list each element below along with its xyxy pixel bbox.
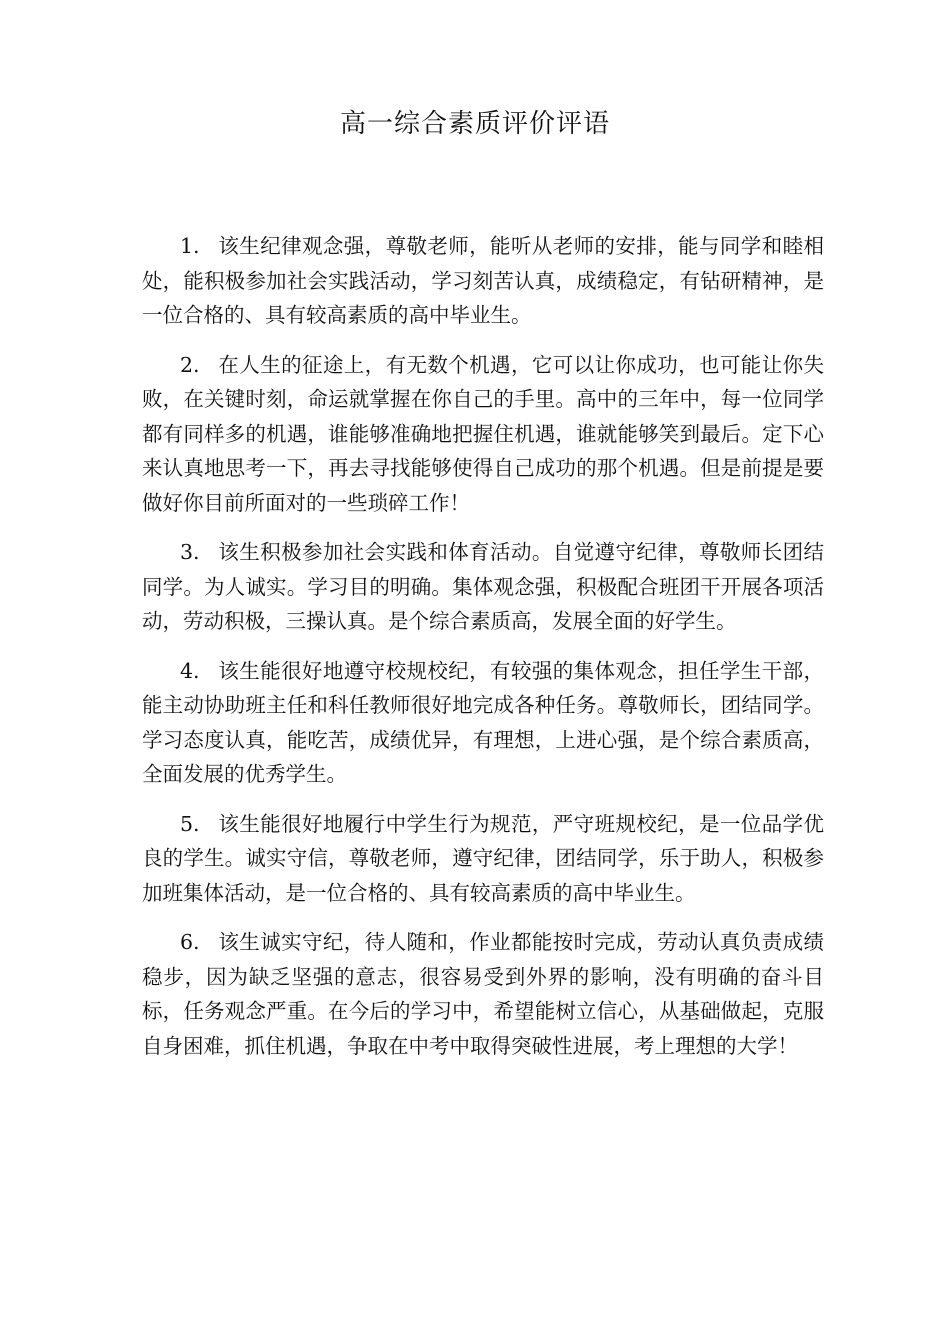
paragraph-number: 6. <box>180 930 200 954</box>
paragraph-5 <box>142 807 824 911</box>
paragraph-number: 3. <box>180 540 200 564</box>
paragraph-text: 在人生的征途上，有无数个机遇，它可以让你成功，也可能让你失败，在关键时刻，命运就掌握在你自己的手里。高中的三年中，每一位同学都有同样多的机遇，谁能够准确地把握住机遇，谁就能够笑到最后。定下心来认真地思考一下，再去寻找能够使得自己成功的那个机遇。但是前提是要做好你目前所面对的一些琐碎工作！ <box>142 352 824 515</box>
paragraph-text: 该生纪律观念强，尊敬老师，能听从老师的安排，能与同学和睦相处，能积极参加社会实践活动，学习刻苦认真，成绩稳定，有钻研精神，是一位合格的、具有较高素质的高中毕业生。 <box>142 234 824 327</box>
paragraph-text: 该生诚实守纪，待人随和，作业都能按时完成，劳动认真负责成绩稳步，因为缺乏坚强的意志，很容易受到外界的影响，没有明确的奋斗目标，任务观念严重。在今后的学习中，希望能树立信心，从基础做起，克服自身困难，抓住机遇，争取在中考中取得突破性进展，考上理想的大学！ <box>142 930 824 1058</box>
document-title: 高一综合素质评价评语 <box>339 109 610 139</box>
document-body <box>142 229 824 1078</box>
paragraph-number: 5. <box>180 811 200 836</box>
paragraph-text: 该生能很好地履行中学生行为规范，严守班规校纪，是一位品学优良的学生。诚实守信，尊敬老师，遵守纪律，团结同学，乐于助人，积极参加班集体活动，是一位合格的、具有较高素质的高中毕业生。 <box>142 811 824 905</box>
paragraph-6 <box>142 925 824 1063</box>
paragraph-4 <box>142 654 824 792</box>
paragraph-number: 1. <box>180 234 200 258</box>
paragraph-text: 该生能很好地遵守校规校纪，有较强的集体观念，担任学生干部，能主动协助班主任和科任教师很好地完成各种任务。尊敬师长，团结同学。学习态度认真，能吃苦，成绩优异，有理想，上进心强，是个综合素质高，全面发展的优秀学生。 <box>142 658 824 786</box>
paragraph-3 <box>142 535 824 639</box>
paragraph-1 <box>142 229 824 333</box>
paragraph-number: 4. <box>180 658 200 683</box>
paragraph-text: 该生积极参加社会实践和体育活动。自觉遵守纪律，尊敬师长团结同学。为人诚实。学习目的明确。集体观念强，积极配合班团干开展各项活动，劳动积极，三操认真。是个综合素质高，发展全面的好学生。 <box>142 540 824 633</box>
paragraph-number: 2. <box>180 352 200 377</box>
paragraph-2 <box>142 348 824 521</box>
